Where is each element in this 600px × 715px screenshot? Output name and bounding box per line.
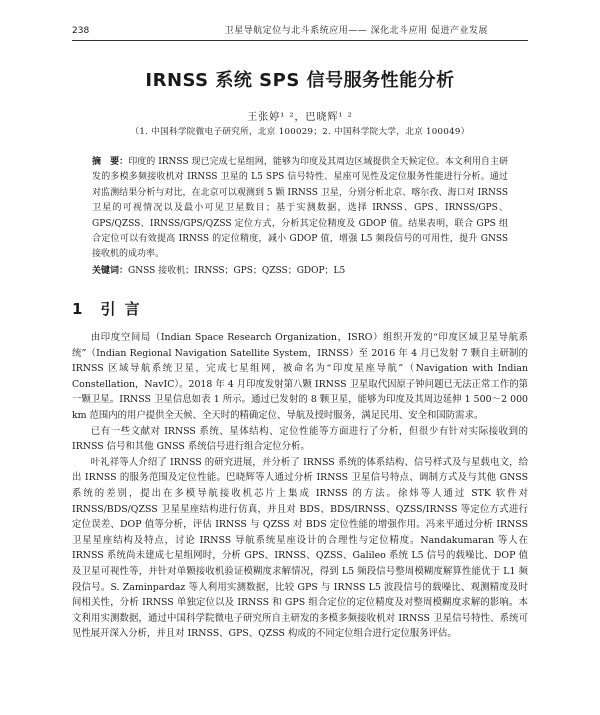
keywords-text: GNSS 接收机；IRNSS；GPS；QZSS；GDOP；L5 [128,266,346,276]
paper-title: IRNSS 系统 SPS 信号服务性能分析 [145,70,455,91]
section-heading [72,298,142,319]
abstract-label: 摘 要： [92,157,129,167]
keywords-label: 关键词： [92,266,129,276]
paragraph: 已有一些文献对 IRNSS 系统、星体结构、定位性能等方面进行了分析，但很少有针对实际接收到的 IRNSS 信号和其他 GNSS 系统信号进行组合定位分析。 [72,425,528,453]
running-header [72,24,528,41]
abstract [92,155,508,263]
running-title: 卫星导航定位与北斗系统应用—— 深化北斗应用 促进产业发展 [224,26,488,36]
page-number: 238 [72,26,90,36]
paragraph: 由印度空间局（Indian Space Research Organization，ISRO）组织开发的“印度区域卫星导航系统”（Indian Regional Navigation Satellite System，IRNSS）至 2016 年 4 月已发射 7 颗自主研制的 IRNSS 区域导航系统卫星，完成七星组网，被命名为“印度星座导航”（Navigation with Indian Constellation，NavIC）。2018 年 4 月印度发射第八颗 IRNSS 卫星取代因原子钟问题已无法正常工作的第一颗卫星。IRNSS 卫星信息如表 1 所示。通过已发射的 8 颗卫星，能够为印度及其周边延伸 1 500～2 000 km 范围内的用户提供全天候、全天时的精确定位、导航及授时服务，满足民用、安全和国防需求。 [72,332,528,421]
paragraph: 叶礼祥等人介绍了 IRNSS 的研究进展，并分析了 IRNSS 系统的体系结构、信号样式及与星载电文，给出 IRNSS 的服务范围及定位性能。巴晓辉等人通过分析 IRNSS 卫星信号特点、调制方式及与其他 GNSS 系统的差别，提出在多模导航接收机芯片上集成 IRNSS 的方法。徐炜等人通过 STK 软件对 IRNSS/BDS/QZSS 卫星星座结构进行仿真，并且对 BDS、BDS/IRNSS、QZSS/IRNSS 等定位方式进行定位误差、DOP 值等分析，评估 IRNSS 与 QZSS 对 BDS 定位性能的增强作用。冯来平通过分析 IRNSS 卫星星座结构及特点，讨论 IRNSS 导航系统星座设计的合理性与定位精度。Nandakumaran 等人在 IRNSS 系统尚未建成七星组网时，分析 GPS、IRNSS、QZSS、Galileo 系统 L5 信号的载噪比、DOP 值及卫星可视性等，并针对单颗接收机验证模糊度求解情况，得到 L5 频段信号整周模糊度解算性能优于 L1 频段信号。S. Zaminpardaz 等人利用实测数据，比较 GPS 与 IRNSS L5 波段信号的载噪比、观测精度及时间相关性，分析 IRNSS 单独定位以及 IRNSS 和 GPS 组合定位的定位精度及对整周模糊度求解的影响。本文利用实测数据，通过中国科学院微电子研究所自主研发的多模多频接收机对 IRNSS 卫星信号特性、系统可见性展开深入分析，并且对 IRNSS、GPS、QZSS 构成的不同定位组合进行定位服务评估。 [72,456,528,640]
keywords [92,264,508,278]
abstract-text: 印度的 IRNSS 现已完成七星组网，能够为印度及其周边区域提供全天候定位。本文利用自主研发的多模多频接收机对 IRNSS 卫星的 L5 SPS 信号特性、星座可见性及定位服务性能进行分析。通过对监测结果分析与对比，在北京可以观测到 5 颗 IRNSS 卫星，分别分析北京、喀尔孜、海口对 IRNSS 卫星的可视情况以及最小可见卫星数目；基于实测数据，选择 IRNSS、GPS、IRNSS/GPS、GPS/QZSS、IRNSS/GPS/QZSS 定位方式，分析其定位精度及 GDOP 值。结果表明，联合 GPS 组合定位可以有效提高 IRNSS 的定位精度，减小 GDOP 值，增强 L5 频段信号的可用性，提升 GNSS 接收机的成功率。 [92,157,508,260]
affiliation: （1. 中国科学院微电子研究所，北京 100029；2. 中国科学院大学，北京 100049） [130,127,470,137]
author-list: 王张婷¹ ²，巴晓辉¹ ² [247,112,353,123]
section-number: 1 [72,300,85,318]
section-body [72,330,528,642]
section-title: 引 言 [100,300,142,318]
